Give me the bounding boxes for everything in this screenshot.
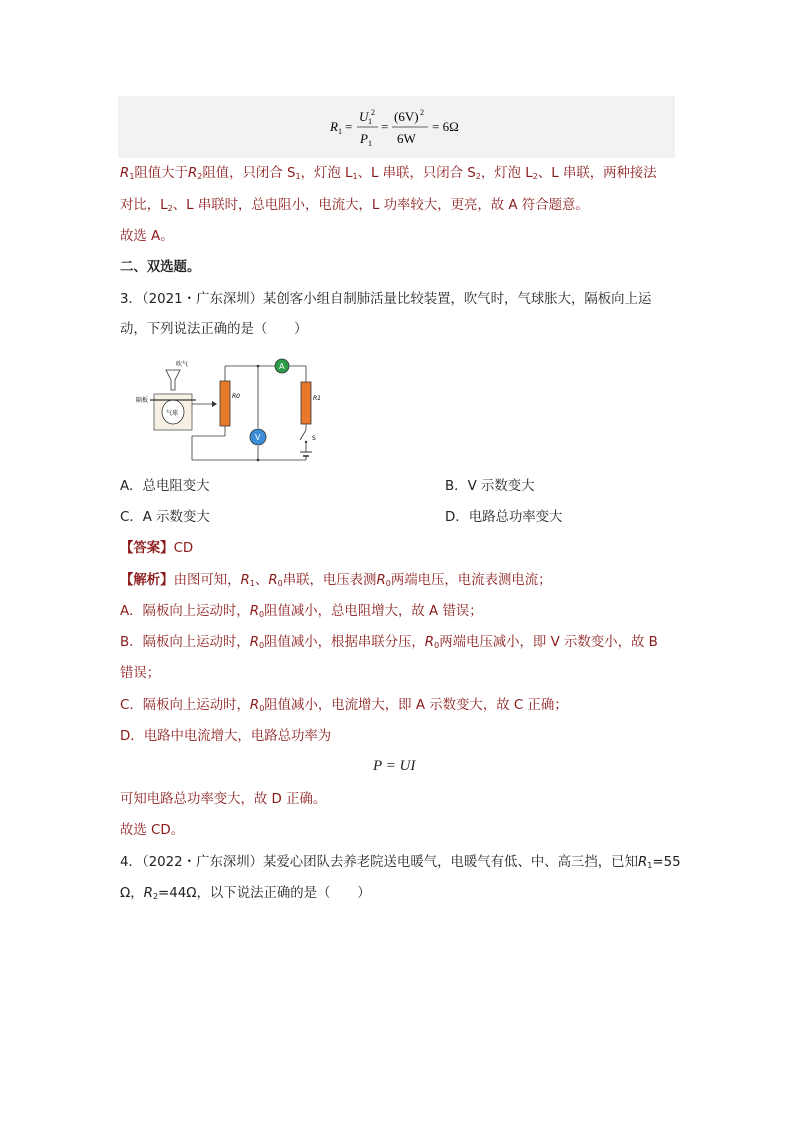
formula-lhs: R — [330, 119, 338, 134]
svg-text:=: = — [345, 119, 353, 134]
arrow-icon — [212, 401, 217, 407]
resistor-r1 — [301, 382, 311, 424]
option-a[interactable]: A．总电阻变大 — [120, 479, 210, 494]
answer-value: CD — [173, 541, 194, 556]
funnel-icon — [166, 370, 180, 390]
choose-a: 故选 A。 — [120, 229, 174, 244]
option-b[interactable]: B．V 示数变大 — [445, 479, 535, 494]
q3-line-2: 动，下列说法正确的是（ ） — [120, 322, 308, 337]
r1-label: R1 — [313, 395, 321, 402]
explanation-line-2: 对比，$L_2$、L 串联时，总电阻小，电流大，L 功率较大，更亮，故 A 符合题意。 — [120, 198, 589, 213]
circuit-diagram — [136, 356, 326, 466]
q4-line-1: 4．（2022・广东深圳）某爱心团队去养老院送电暖气，电暖气有低、中、高三挡，已知$R_1=55$ — [120, 855, 681, 870]
formula-num-sup: 2 — [371, 108, 375, 117]
analysis-d: D．电路中电流增大，电路总功率为 — [120, 729, 332, 744]
blow-label: 吹气 — [176, 361, 189, 368]
analysis-d-2: 可知电路总功率变大，故 D 正确。 — [120, 792, 327, 807]
formula-den-sub: 1 — [368, 139, 372, 148]
resistance-formula — [328, 103, 478, 151]
formula-result: = 6Ω — [432, 119, 459, 134]
section-title: 二、双选题。 — [120, 260, 201, 275]
svg-text:=: = — [381, 119, 389, 134]
ammeter-label: A — [279, 362, 285, 371]
resistor-r0 — [220, 381, 230, 426]
power-formula: P = UI — [373, 758, 416, 774]
switch-icon — [300, 430, 306, 440]
analysis-line: 【解析】由图可知，$R_1$、$R_0$串联，电压表测$R_0$两端电压，电流表测电流； — [120, 573, 552, 588]
formula-num2-sup: 2 — [420, 108, 424, 117]
answer-tag: 【答案】 — [120, 541, 174, 556]
explanation-line-1: $R_1$阻值大于$R_2$阻值，只闭合 $S_1$，灯泡 $L_1$、L 串联，只闭合 $S_2$，灯泡 $L_2$、L 串联，两种接法 — [120, 166, 657, 181]
option-c[interactable]: C．A 示数变大 — [120, 510, 210, 525]
q4-line-2: Ω，$R_2=44\Omega$，以下说法正确的是（ ） — [120, 886, 371, 901]
formula-num-sub: 1 — [368, 117, 372, 126]
analysis-a: A．隔板向上运动时，$R_0$阻值减小，总电阻增大，故 A 错误； — [120, 604, 483, 619]
formula-den: P — [360, 131, 368, 146]
r0-label: R0 — [232, 393, 240, 400]
choose-cd: 故选 CD。 — [120, 823, 185, 838]
formula-num2: (6V) — [394, 109, 419, 124]
formula-num: U — [359, 109, 369, 124]
switch-label: S — [312, 435, 316, 442]
q3-line-1: 3．（2021・广东深圳）某创客小组自制肺活量比较装置，吹气时，气球胀大，隔板向上运 — [120, 292, 652, 307]
formula-den2: 6W — [397, 131, 416, 146]
analysis-b-2: 错误； — [120, 666, 161, 681]
balloon-label: 气球 — [166, 410, 179, 417]
analysis-b: B．隔板向上运动时，$R_0$阻值减小，根据串联分压，$R_0$两端电压减小，即 V 示数变小，故 B — [120, 635, 658, 650]
answer-line — [120, 539, 193, 559]
plate-label: 隔板 — [136, 397, 149, 404]
voltmeter-label: V — [255, 433, 261, 442]
option-d[interactable]: D．电路总功率变大 — [445, 510, 563, 525]
analysis-c: C．隔板向上运动时，$R_0$阻值减小，电流增大，即 A 示数变大，故 C 正确； — [120, 698, 568, 713]
formula-lhs-sub: 1 — [338, 127, 342, 136]
